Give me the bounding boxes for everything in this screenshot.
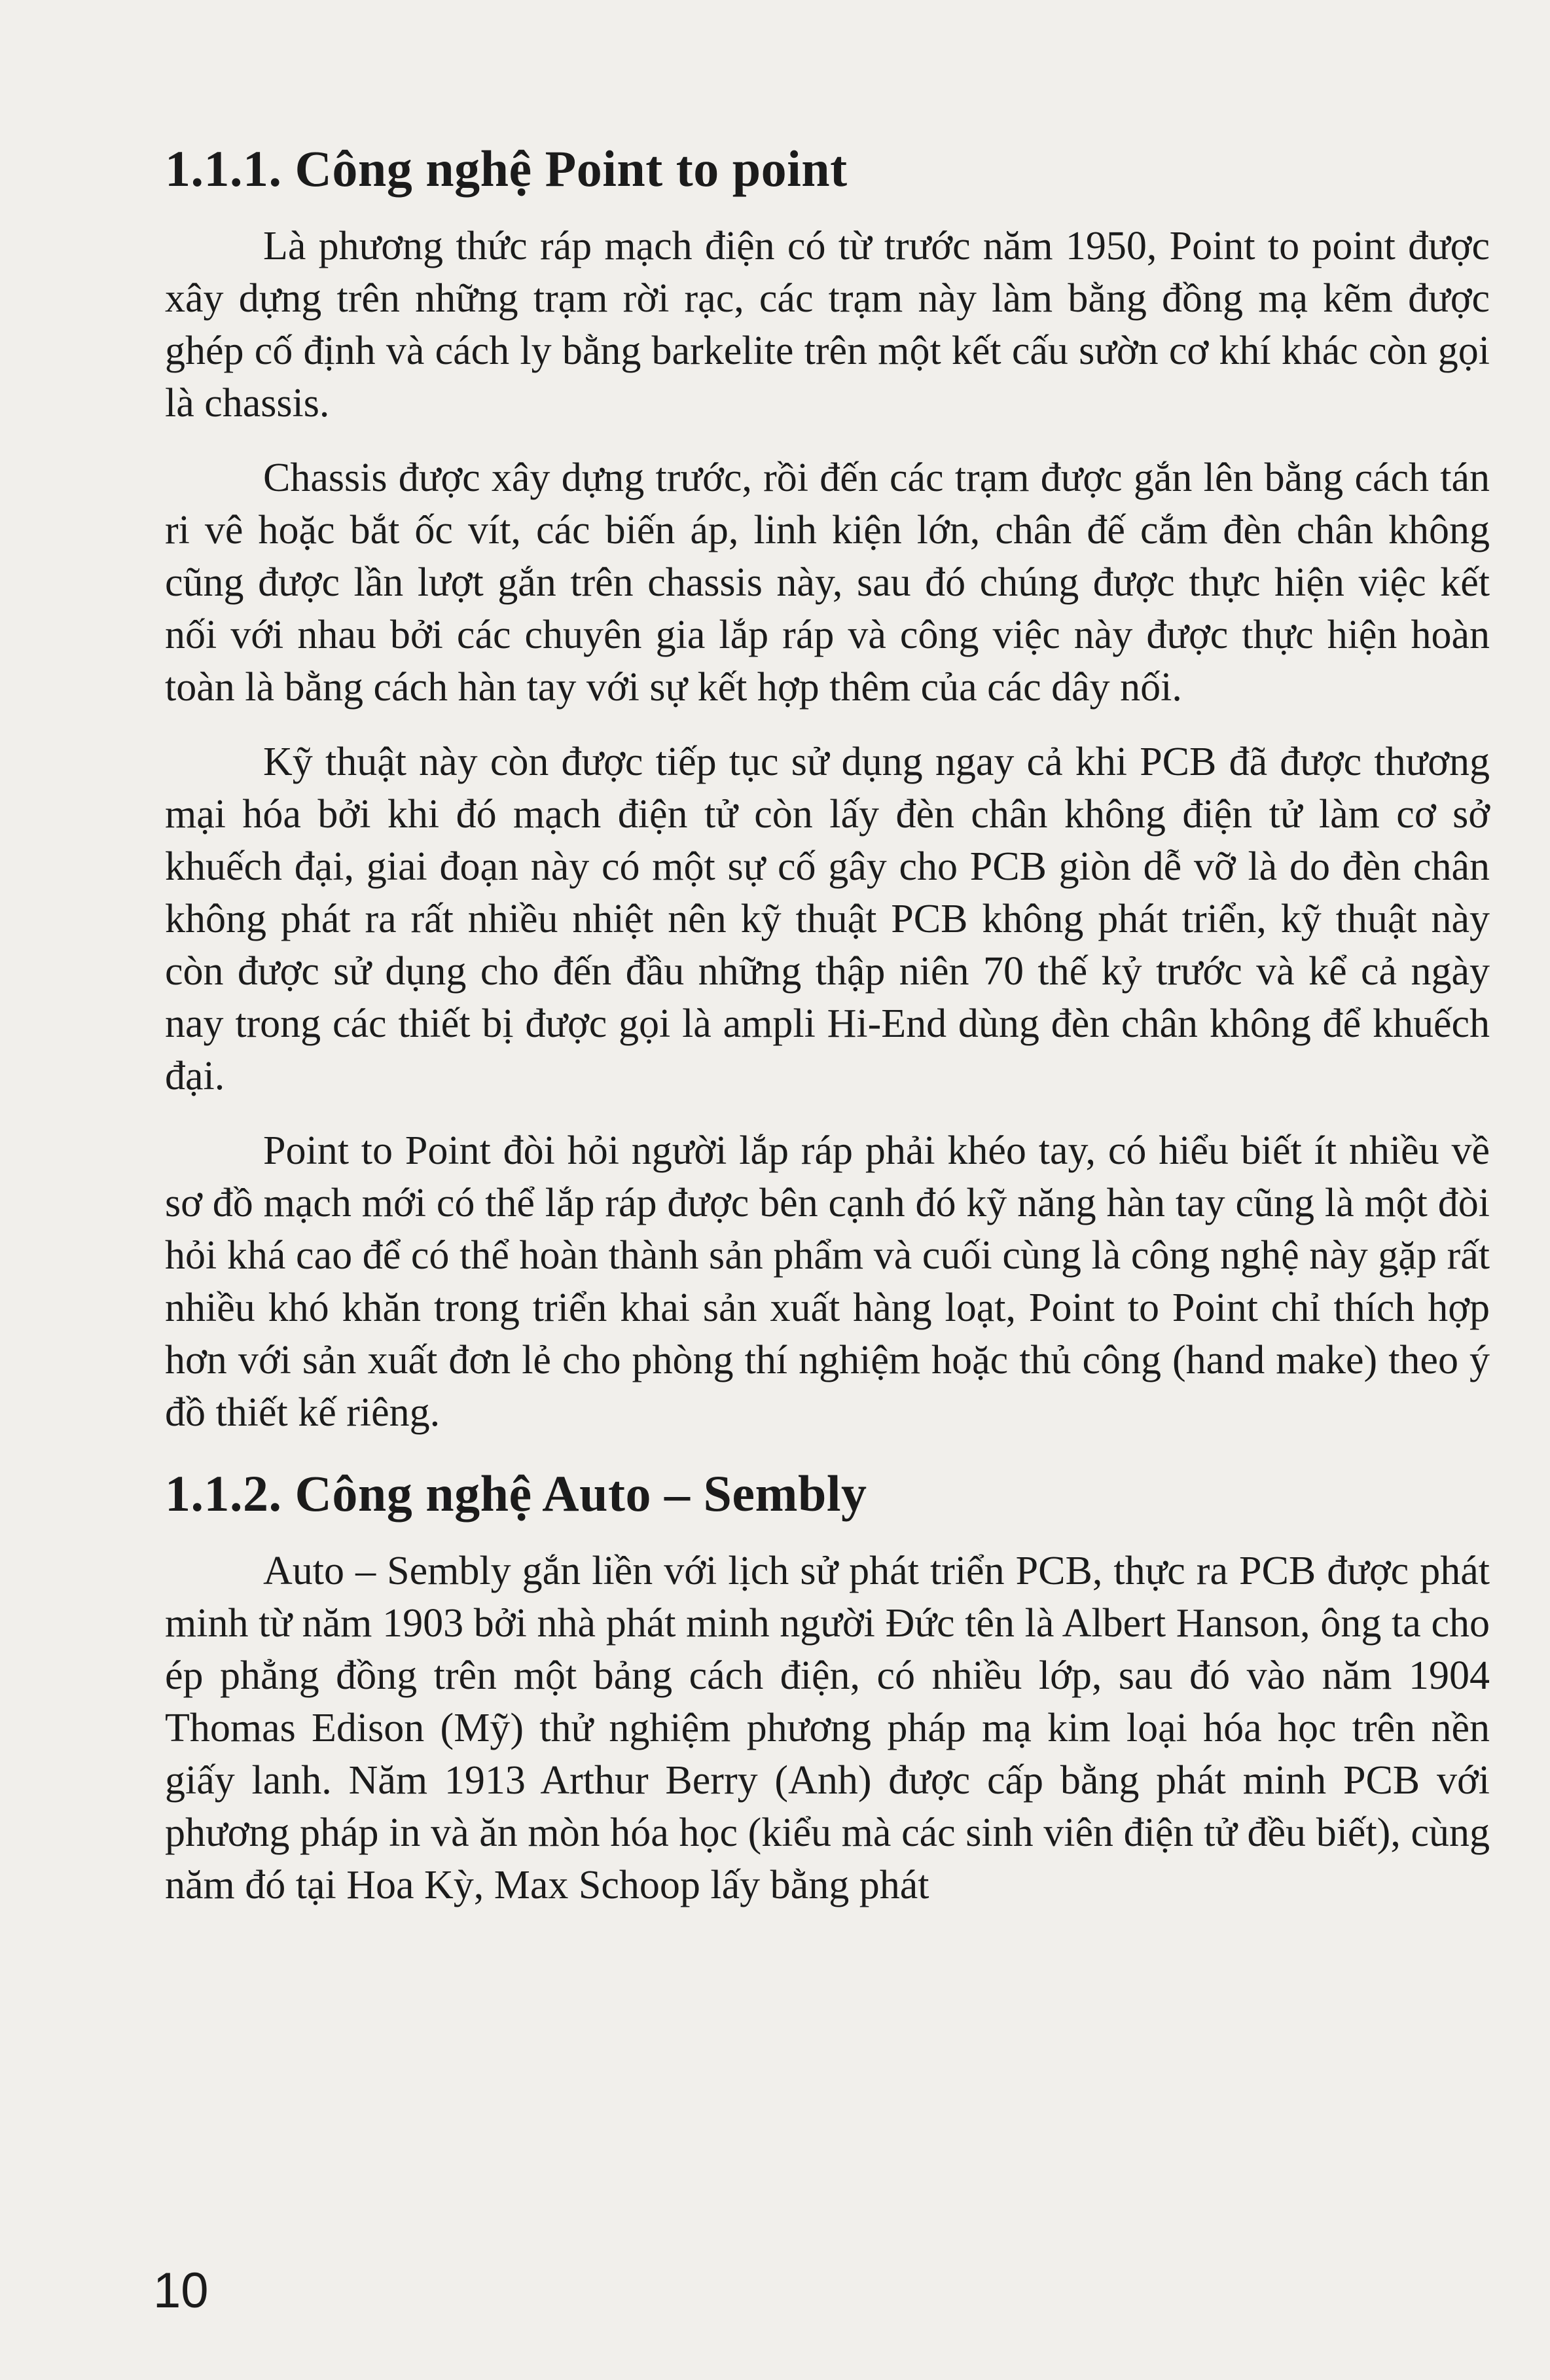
page-number: 10 [153, 2263, 209, 2318]
paragraph: Point to Point đòi hỏi người lắp ráp phải khéo tay, có hiểu biết ít nhiều về sơ đồ mạch mới có thể lắp ráp được bên cạnh đó kỹ năng hàn tay cũng là một đòi hỏi khá cao để có thể hoàn thành sản phẩm và cuối cùng là công nghệ này gặp rất nhiều khó khăn trong triển khai sản xuất hàng loạt, Point to Point chỉ thích hợp hơn với sản xuất đơn lẻ cho phòng thí nghiệm hoặc thủ công (hand make) theo ý đồ thiết kế riêng. [165, 1128, 1490, 1435]
page-content [165, 137, 1490, 1934]
paragraph: Auto – Sembly gắn liền với lịch sử phát triển PCB, thực ra PCB được phát minh từ năm 1903 bởi nhà phát minh người Đức tên là Albert Hanson, ông ta cho ép phẳng đồng trên một bảng cách điện, có nhiều lớp, sau đó vào năm 1904 Thomas Edison (Mỹ) thử nghiệm phương pháp mạ kim loại hóa học trên nền giấy lanh. Năm 1913 Arthur Berry (Anh) được cấp bằng phát minh PCB với phương pháp in và ăn mòn hóa học (kiểu mà các sinh viên điện tử đều biết), cùng năm đó tại Hoa Kỳ, Max Schoop lấy bằng phát [165, 1549, 1490, 1907]
paragraph: Chassis được xây dựng trước, rồi đến các trạm được gắn lên bằng cách tán ri vê hoặc bắt ốc vít, các biến áp, linh kiện lớn, chân đế cắm đèn chân không cũng được lần lượt gắn trên chassis này, sau đó chúng được thực hiện việc kết nối với nhau bởi các chuyên gia lắp ráp và công việc này được thực hiện hoàn toàn là bằng cách hàn tay với sự kết hợp thêm của các dây nối. [165, 456, 1490, 710]
paragraph: Kỹ thuật này còn được tiếp tục sử dụng ngay cả khi PCB đã được thương mại hóa bởi khi đó mạch điện tử còn lấy đèn chân không điện tử làm cơ sở khuếch đại, giai đoạn này có một sự cố gây cho PCB giòn dễ vỡ là do đèn chân không phát ra rất nhiều nhiệt nên kỹ thuật PCB không phát triển, kỹ thuật này còn được sử dụng cho đến đầu những thập niên 70 thế kỷ trước và kể cả ngày nay trong các thiết bị được gọi là ampli Hi-End dùng đèn chân không để khuếch đại. [165, 740, 1490, 1098]
paragraph: Là phương thức ráp mạch điện có từ trước năm 1950, Point to point được xây dựng trên những trạm rời rạc, các trạm này làm bằng đồng mạ kẽm được ghép cố định và cách ly bằng barkelite trên một kết cấu sườn cơ khí khác còn gọi là chassis. [165, 224, 1490, 425]
section-heading-1-1-1: 1.1.1. Công nghệ Point to point [165, 140, 848, 197]
section-heading-1-1-2: 1.1.2. Công nghệ Auto – Sembly [165, 1465, 867, 1522]
